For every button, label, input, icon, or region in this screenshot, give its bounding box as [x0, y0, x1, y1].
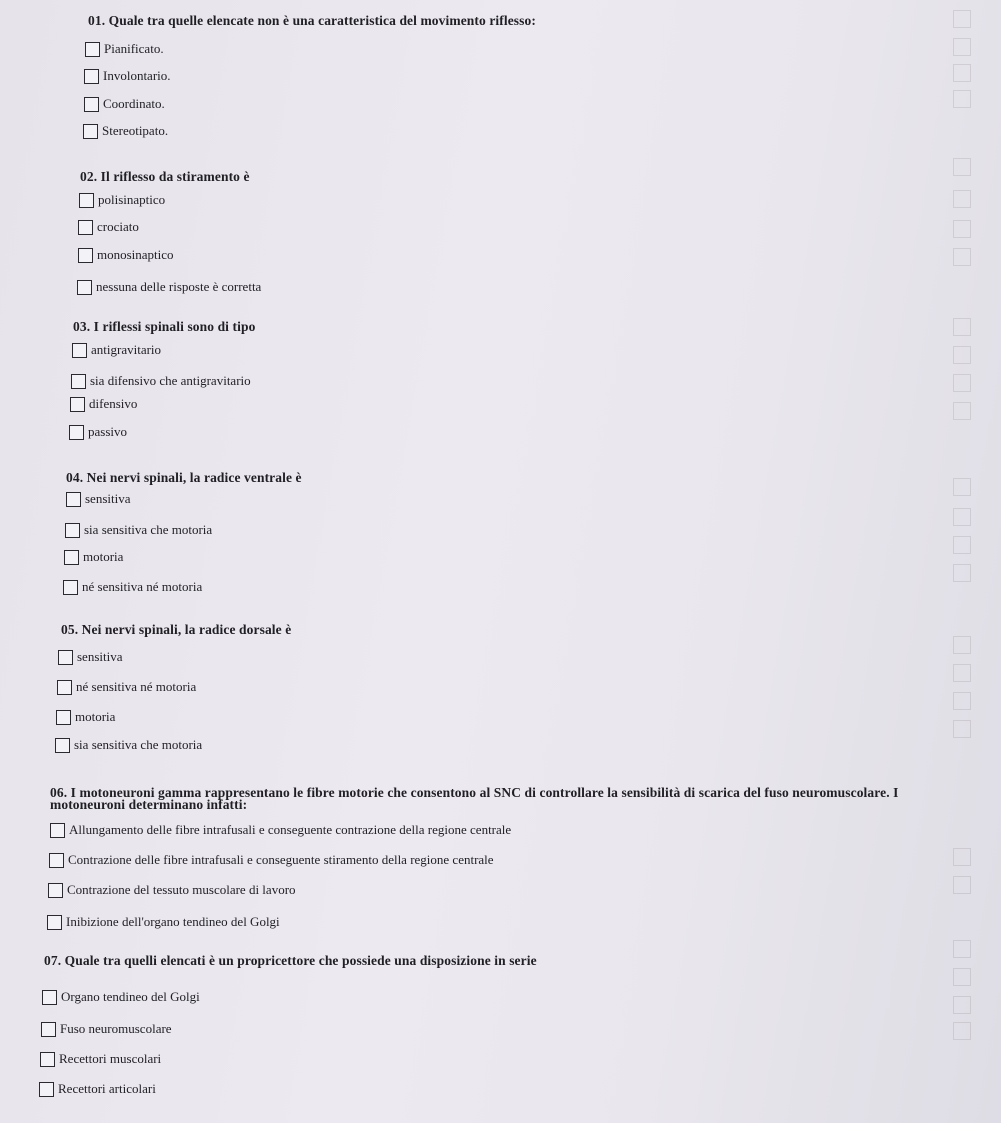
option-label: Pianificato.	[104, 41, 164, 56]
question-2-title: 02. Il riflesso da stiramento è	[80, 169, 250, 184]
checkbox[interactable]	[39, 1082, 54, 1097]
question-6-option-2[interactable]	[49, 852, 494, 868]
option-label: sia sensitiva che motoria	[74, 737, 203, 752]
option-label: Stereotipato.	[102, 123, 169, 138]
question-6-option-1[interactable]	[50, 822, 511, 838]
question-7-option-4[interactable]	[39, 1081, 156, 1097]
option-label: difensivo	[89, 396, 138, 411]
checkbox[interactable]	[84, 97, 99, 112]
question-1-option-2[interactable]	[84, 68, 171, 84]
checkbox[interactable]	[40, 1052, 55, 1067]
checkbox[interactable]	[63, 580, 78, 595]
option-label: sensitiva	[85, 491, 131, 506]
question-3-option-3[interactable]	[70, 396, 137, 412]
checkbox[interactable]	[84, 69, 99, 84]
checkbox[interactable]	[66, 492, 81, 507]
question-6-title: 06. I motoneuroni gamma rappresentano le fibre motorie che consentono al SNC di controllare la sensibilità di scarica del fuso neuromuscolare. I motoneuroni determinano infatti:	[50, 785, 899, 812]
checkbox[interactable]	[78, 248, 93, 263]
question-6-option-3[interactable]	[48, 882, 296, 898]
option-label: sia sensitiva che motoria	[84, 522, 213, 537]
question-2-option-4[interactable]	[77, 279, 261, 295]
checkbox[interactable]	[49, 853, 64, 868]
option-label: Allungamento delle fibre intrafusali e conseguente contrazione della regione centrale	[69, 822, 512, 837]
question-1-option-1[interactable]	[85, 41, 164, 57]
checkbox[interactable]	[78, 220, 93, 235]
checkbox[interactable]	[41, 1022, 56, 1037]
checkbox[interactable]	[70, 397, 85, 412]
checkbox[interactable]	[79, 193, 94, 208]
question-4-option-4[interactable]	[63, 579, 202, 595]
option-label: Organo tendineo del Golgi	[61, 989, 200, 1004]
question-4-option-2[interactable]	[65, 522, 212, 538]
question-4-option-3[interactable]	[64, 549, 123, 565]
checkbox[interactable]	[42, 990, 57, 1005]
checkbox[interactable]	[50, 823, 65, 838]
checkbox[interactable]	[65, 523, 80, 538]
show-through-shadow	[741, 0, 1001, 1123]
option-label: passivo	[88, 424, 127, 439]
checkbox[interactable]	[55, 738, 70, 753]
option-label: Contrazione delle fibre intrafusali e conseguente stiramento della regione centrale	[68, 852, 494, 867]
option-label: sia difensivo che antigravitario	[90, 373, 251, 388]
question-3-option-2[interactable]	[71, 373, 251, 389]
question-6-option-4[interactable]	[47, 914, 280, 930]
question-1-option-3[interactable]	[84, 96, 165, 112]
option-label: Inibizione dell'organo tendineo del Golgi	[66, 914, 280, 929]
question-5-option-3[interactable]	[56, 709, 115, 725]
question-2-option-2[interactable]	[78, 219, 139, 235]
checkbox[interactable]	[56, 710, 71, 725]
question-4-title: 04. Nei nervi spinali, la radice ventrale è	[66, 470, 302, 485]
question-4-option-1[interactable]	[66, 491, 131, 507]
option-label: nessuna delle risposte è corretta	[96, 279, 262, 294]
checkbox[interactable]	[48, 883, 63, 898]
question-5-option-1[interactable]	[58, 649, 123, 665]
checkbox[interactable]	[72, 343, 87, 358]
question-5-title: 05. Nei nervi spinali, la radice dorsale è	[61, 622, 292, 637]
question-7-title: 07. Quale tra quelli elencati è un propricettore che possiede una disposizione in serie	[44, 953, 537, 968]
question-5-option-2[interactable]	[57, 679, 196, 695]
checkbox[interactable]	[57, 680, 72, 695]
question-2-option-1[interactable]	[79, 192, 165, 208]
option-label: sensitiva	[77, 649, 123, 664]
checkbox[interactable]	[83, 124, 98, 139]
question-5-option-4[interactable]	[55, 737, 202, 753]
question-7-option-3[interactable]	[40, 1051, 161, 1067]
option-label: motoria	[83, 549, 124, 564]
question-3-option-1[interactable]	[72, 342, 161, 358]
question-3-option-4[interactable]	[69, 424, 127, 440]
checkbox[interactable]	[71, 374, 86, 389]
checkbox[interactable]	[85, 42, 100, 57]
checkbox[interactable]	[77, 280, 92, 295]
question-2-option-3[interactable]	[78, 247, 174, 263]
question-1-title: 01. Quale tra quelle elencate non è una caratteristica del movimento riflesso:	[88, 13, 536, 28]
checkbox[interactable]	[47, 915, 62, 930]
option-label: Coordinato.	[103, 96, 165, 111]
question-7-option-1[interactable]	[42, 989, 200, 1005]
option-label: motoria	[75, 709, 116, 724]
option-label: Recettori muscolari	[59, 1051, 162, 1066]
checkbox[interactable]	[69, 425, 84, 440]
question-3-title: 03. I riflessi spinali sono di tipo	[73, 319, 256, 334]
option-label: né sensitiva né motoria	[76, 679, 197, 694]
option-label: polisinaptico	[98, 192, 166, 207]
option-label: Contrazione del tessuto muscolare di lavoro	[67, 882, 296, 897]
option-label: Involontario.	[103, 68, 171, 83]
question-7-option-2[interactable]	[41, 1021, 172, 1037]
option-label: Fuso neuromuscolare	[60, 1021, 172, 1036]
checkbox[interactable]	[58, 650, 73, 665]
option-label: Recettori articolari	[58, 1081, 156, 1096]
option-label: antigravitario	[91, 342, 162, 357]
option-label: crociato	[97, 219, 139, 234]
option-label: né sensitiva né motoria	[82, 579, 203, 594]
checkbox[interactable]	[64, 550, 79, 565]
option-label: monosinaptico	[97, 247, 174, 262]
question-1-option-4[interactable]	[83, 123, 168, 139]
